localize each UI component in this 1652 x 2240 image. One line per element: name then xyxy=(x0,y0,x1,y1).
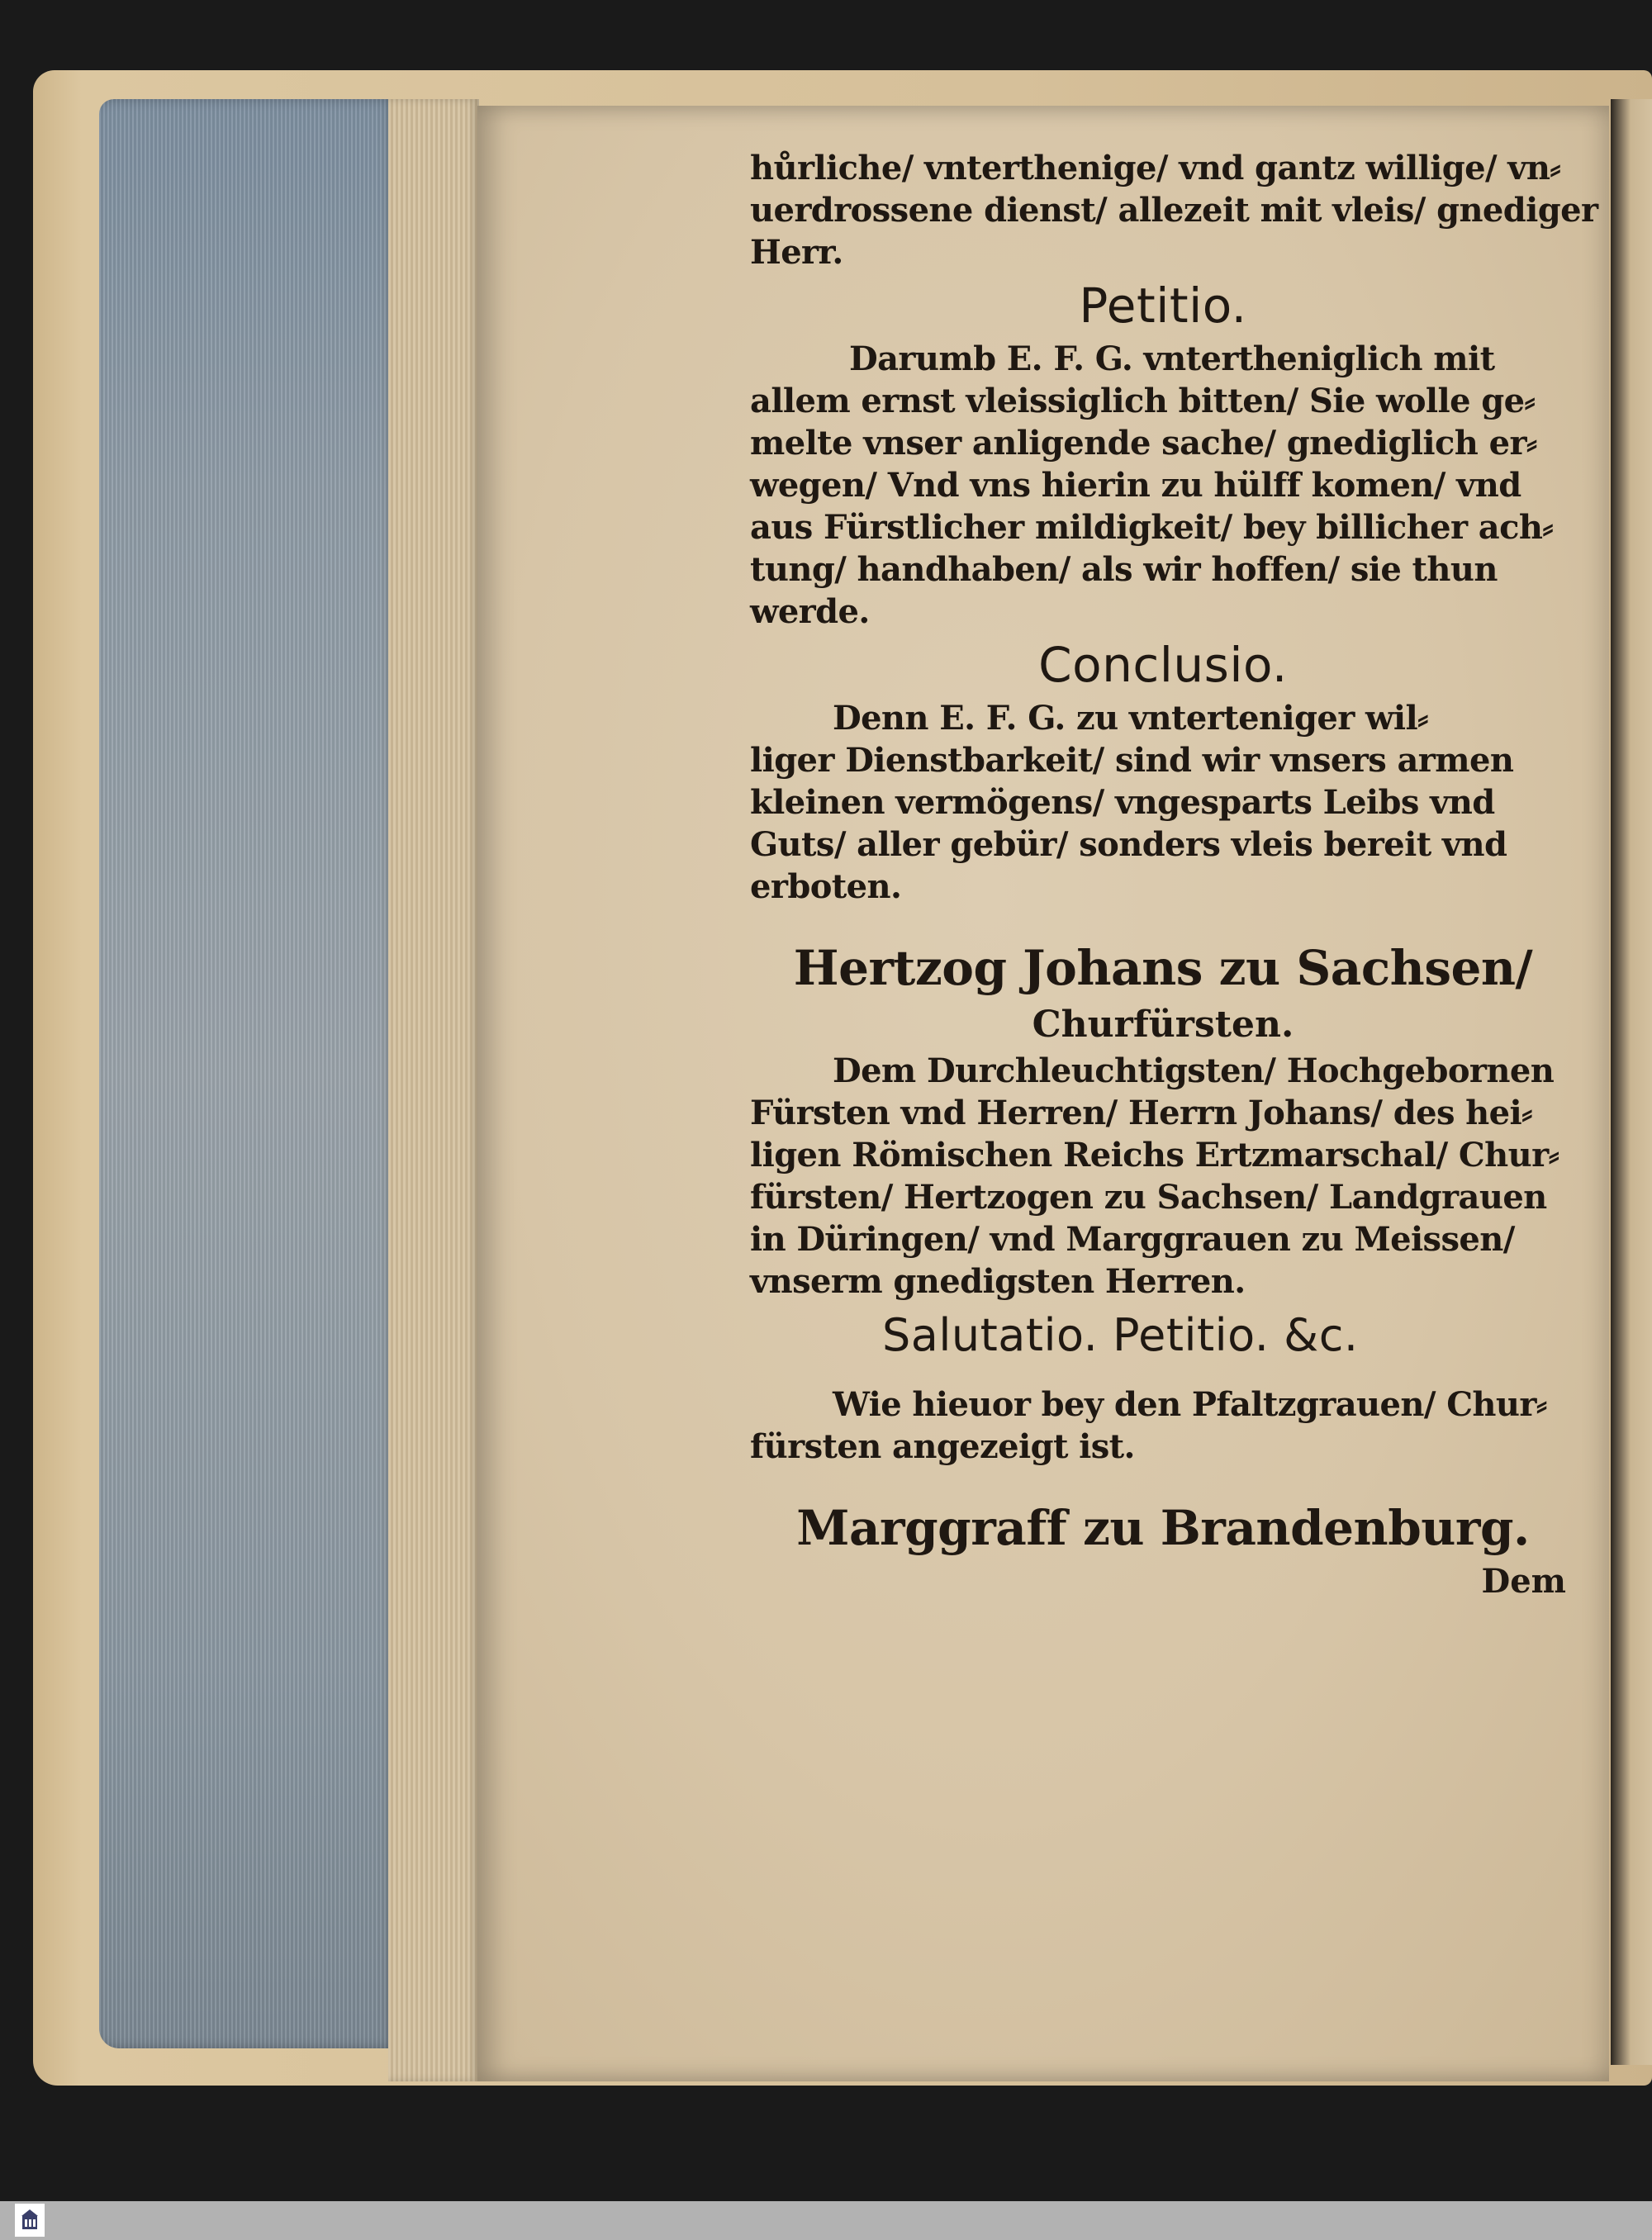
text-line: uerdrossene dienst/ allezeit mit vleis/ gnediger xyxy=(750,191,1598,230)
spacer xyxy=(750,908,1576,936)
section-title-brandenburg: Marggraff zu Brandenburg. xyxy=(796,1500,1530,1556)
text-line: Herr. xyxy=(750,233,843,272)
page-text xyxy=(750,147,1598,1603)
salutatio-heading: Salutatio. Petitio. &c. xyxy=(882,1309,1359,1361)
text-line: allem ernst vleissiglich bitten/ Sie wolle ge⸗ xyxy=(750,382,1536,420)
text-line: aus Fürstlicher mildigkeit/ bey billicher ach⸗ xyxy=(750,508,1554,547)
text-line: liger Dienstbarkeit/ sind wir vnsers armen xyxy=(750,741,1514,780)
section-title-saxony: Hertzog Johans zu Sachsen/ xyxy=(793,940,1533,996)
spacer xyxy=(750,1468,1576,1496)
heading-petitio: Petitio. xyxy=(1079,278,1247,334)
text-line: tung/ handhaben/ als wir hoffen/ sie thun xyxy=(750,550,1498,589)
text-line: Darumb E. F. G. vntertheniglich mit xyxy=(849,339,1495,378)
text-line: hůrliche/ vnterthenige/ vnd gantz willige/ vn⸗ xyxy=(750,149,1561,187)
text-line: Denn E. F. G. zu vnterteniger wil⸗ xyxy=(833,699,1428,738)
text-line: fürsten/ Hertzogen zu Sachsen/ Landgrauen xyxy=(750,1178,1547,1217)
facing-page-edge xyxy=(1611,99,1652,2065)
text-line: Guts/ aller gebür/ sonders vleis bereit vnd xyxy=(750,825,1507,864)
text-line: in Düringen/ vnd Marggrauen zu Meissen/ xyxy=(750,1220,1515,1259)
text-line: Fürsten vnd Herren/ Herrn Johans/ des hei⸗ xyxy=(750,1094,1532,1132)
text-line: wegen/ Vnd vns hierin zu hülff komen/ vnd xyxy=(750,466,1521,505)
library-logo-icon xyxy=(15,2204,45,2237)
section-subtitle-saxony: Churfürsten. xyxy=(1032,1004,1294,1046)
text-line: werde. xyxy=(750,592,870,631)
text-line: erboten. xyxy=(750,867,902,906)
page-stack xyxy=(388,99,479,2081)
catchword: Dem xyxy=(1481,1562,1566,1601)
text-line: kleinen vermögens/ vngesparts Leibs vnd xyxy=(750,783,1495,822)
page-fore-edge xyxy=(99,99,396,2048)
spacer xyxy=(750,1369,1576,1383)
heading-conclusio: Conclusio. xyxy=(1038,637,1288,693)
text-line: melte vnser anligende sache/ gnediglich er⸗ xyxy=(750,424,1537,463)
text-line: vnserm gnedigsten Herren. xyxy=(750,1262,1246,1301)
text-line: Wie hieuor bey den Pfaltzgrauen/ Chur⸗ xyxy=(833,1385,1547,1424)
archive-footer-bar xyxy=(0,2201,1652,2240)
text-line: fürsten angezeigt ist. xyxy=(750,1427,1135,1466)
building-icon xyxy=(21,2208,39,2233)
text-line: Dem Durchleuchtigsten/ Hochgebornen xyxy=(833,1051,1555,1090)
text-line: ligen Römischen Reichs Ertzmarschal/ Chur⸗ xyxy=(750,1136,1559,1175)
